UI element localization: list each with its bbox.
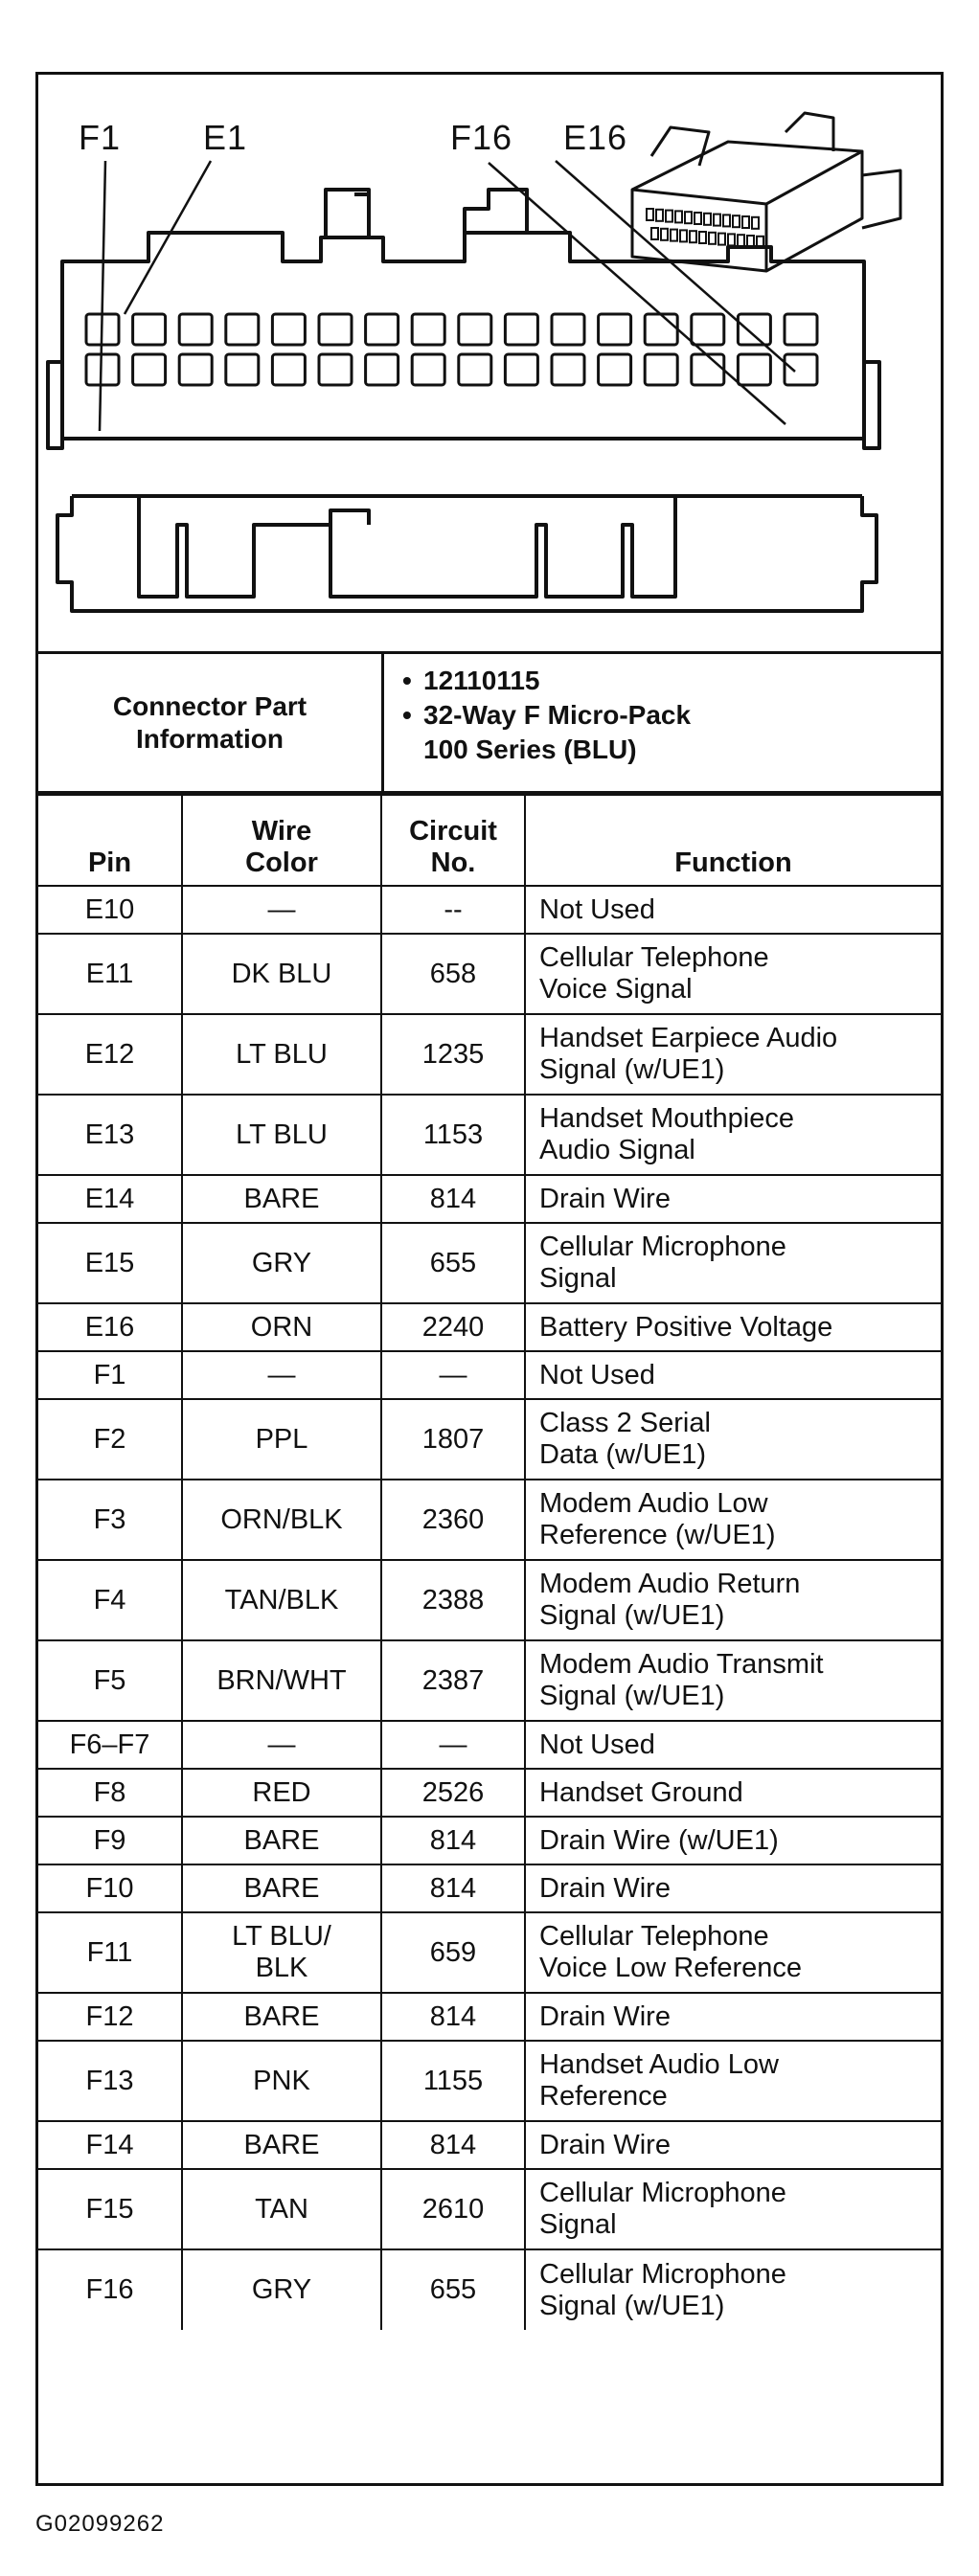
wire-color-cell [182, 1817, 381, 1864]
connector-info-values [402, 664, 691, 767]
table-row [38, 2169, 941, 2249]
pin-cavity [552, 314, 584, 345]
pin-cavity [738, 354, 770, 385]
pin-cell: E15 [38, 1223, 182, 1303]
function-cell-line: Signal [539, 2209, 617, 2240]
sketch-pin [656, 210, 663, 221]
pin-cell: F12 [38, 1993, 182, 2041]
function-cell [525, 1175, 941, 1223]
pinout-table [38, 794, 941, 2330]
header-pin: Pin [38, 795, 182, 886]
function-cell [525, 1912, 941, 1993]
sketch-pin [714, 215, 720, 226]
wire-color-cell-line: DK BLU [231, 958, 332, 989]
function-cell-line: Audio Signal [539, 1135, 695, 1165]
function-cell-line: Handset Earpiece Audio [539, 1023, 838, 1053]
function-cell-line: Cellular Telephone [539, 1921, 769, 1952]
pin-cell: E13 [38, 1095, 182, 1175]
function-cell [525, 1993, 941, 2041]
wire-color-cell [182, 2169, 381, 2249]
pin-cell: F3 [38, 1480, 182, 1560]
sketch-pin [671, 230, 677, 241]
pin-cavity [459, 354, 491, 385]
pin-cavity [738, 314, 770, 345]
pin-cavity [645, 354, 677, 385]
circuit-cell: 814 [381, 2121, 525, 2169]
sketch-pin [661, 229, 668, 240]
pin-cavity [133, 354, 166, 385]
table-row [38, 1175, 941, 1223]
function-cell-line: Voice Signal [539, 974, 693, 1005]
pin-cell: F6–F7 [38, 1721, 182, 1769]
function-cell-line: Not Used [539, 1729, 655, 1760]
wire-color-cell [182, 1769, 381, 1817]
function-cell-line: Drain Wire [539, 2129, 671, 2160]
function-cell-line: Handset Mouthpiece [539, 1103, 794, 1134]
pin-cell: F5 [38, 1640, 182, 1721]
connector-diagram [38, 75, 941, 654]
sketch-pin [685, 212, 692, 223]
circuit-cell: 658 [381, 934, 525, 1014]
table-row [38, 2041, 941, 2121]
table-row [38, 1480, 941, 1560]
pin-cell: E10 [38, 886, 182, 934]
function-cell [525, 2249, 941, 2330]
function-cell [525, 1303, 941, 1351]
function-cell-line: Cellular Microphone [539, 2178, 786, 2208]
function-cell [525, 1640, 941, 1721]
wire-color-cell [182, 934, 381, 1014]
heading-line-1: Connector Part [112, 690, 307, 721]
wire-color-cell-line: GRY [251, 1247, 312, 1278]
table-row [38, 1351, 941, 1399]
wire-color-cell [182, 2121, 381, 2169]
pin-cavity [412, 354, 444, 385]
pin-cavity [599, 314, 631, 345]
wire-color-cell-line: PNK [253, 2065, 310, 2096]
sketch-pin [704, 214, 711, 225]
function-cell-line: Drain Wire [539, 1183, 671, 1214]
table-row [38, 2121, 941, 2169]
pin-cell: F13 [38, 2041, 182, 2121]
sketch-pin [651, 228, 658, 239]
pin-cell: F1 [38, 1351, 182, 1399]
function-cell [525, 1223, 941, 1303]
wire-color-cell [182, 1351, 381, 1399]
wire-color-cell-line: ORN [250, 1311, 313, 1343]
wire-color-cell [182, 1912, 381, 1993]
pin-cell: F4 [38, 1560, 182, 1640]
function-cell-line: Battery Positive Voltage [539, 1311, 833, 1343]
function-cell [525, 1399, 941, 1480]
function-cell [525, 1351, 941, 1399]
pin-cavity [645, 314, 677, 345]
table-row [38, 1817, 941, 1864]
wire-color-cell-line: ORN/BLK [220, 1503, 343, 1535]
bullet: • [402, 666, 412, 695]
pin-cavity [785, 354, 817, 385]
pin-cavity [272, 354, 305, 385]
function-cell [525, 1721, 941, 1769]
table-row [38, 1223, 941, 1303]
wire-color-cell [182, 1993, 381, 2041]
function-cell-line: Reference [539, 2081, 668, 2112]
wire-color-cell-line: BLK [255, 1953, 308, 1983]
function-cell [525, 1095, 941, 1175]
description-line-1: 32-Way F Micro-Pack [423, 700, 692, 730]
part-number: 12110115 [423, 666, 540, 695]
function-cell-line: Data (w/UE1) [539, 1439, 707, 1470]
function-cell-line: Drain Wire (w/UE1) [539, 1824, 779, 1856]
pin-cell: F9 [38, 1817, 182, 1864]
sketch-pin [752, 217, 759, 229]
function-cell [525, 2169, 941, 2249]
pin-cavity [179, 354, 212, 385]
wire-color-cell-line: — [267, 1359, 296, 1390]
pin-cavity [505, 314, 537, 345]
pin-cavity [366, 314, 398, 345]
wire-color-cell [182, 1095, 381, 1175]
circuit-cell: -- [381, 886, 525, 934]
pin-cavity [226, 314, 259, 345]
circuit-cell: 2387 [381, 1640, 525, 1721]
circuit-cell: 814 [381, 1175, 525, 1223]
pin-cell: F2 [38, 1399, 182, 1480]
pin-cell: F11 [38, 1912, 182, 1993]
sketch-pin [728, 234, 735, 245]
circuit-cell: 2388 [381, 1560, 525, 1640]
wire-color-cell [182, 2041, 381, 2121]
pin-cavity [86, 354, 119, 385]
pin-cavity [319, 314, 352, 345]
sketch-pin [690, 231, 696, 242]
pin-cavity [226, 354, 259, 385]
pin-cell: F14 [38, 2121, 182, 2169]
circuit-cell: 814 [381, 1864, 525, 1912]
pin-cell: E16 [38, 1303, 182, 1351]
function-cell [525, 1560, 941, 1640]
function-cell [525, 1014, 941, 1095]
function-cell-line: Modem Audio Return [539, 1569, 801, 1599]
pin-cavity [412, 314, 444, 345]
circuit-cell: — [381, 1351, 525, 1399]
table-row [38, 1303, 941, 1351]
function-cell-line: Signal (w/UE1) [539, 1054, 725, 1085]
table-header-row [38, 795, 941, 886]
sketch-pin [680, 230, 687, 241]
wire-color-cell-line: BARE [243, 2000, 320, 2032]
sketch-pin [675, 211, 682, 222]
function-cell [525, 1817, 941, 1864]
table-row [38, 1864, 941, 1912]
circuit-cell: 655 [381, 1223, 525, 1303]
function-cell [525, 934, 941, 1014]
function-cell-line: Class 2 Serial [539, 1408, 711, 1438]
function-cell-line: Drain Wire [539, 1872, 671, 1904]
heading-line-2: Information [136, 723, 284, 754]
function-cell [525, 886, 941, 934]
pin-cell: E12 [38, 1014, 182, 1095]
wire-color-cell-line: GRY [251, 2274, 312, 2305]
table-row [38, 886, 941, 934]
table-row [38, 1014, 941, 1095]
sketch-pin [742, 216, 749, 228]
pin-cavity [366, 354, 398, 385]
sketch-pin [699, 232, 706, 243]
function-cell-line: Signal (w/UE1) [539, 1600, 725, 1631]
wire-color-cell-line: LT BLU [236, 1119, 328, 1150]
table-row [38, 1095, 941, 1175]
table-row [38, 1721, 941, 1769]
wire-color-cell-line: PPL [255, 1423, 308, 1455]
circuit-cell: 1153 [381, 1095, 525, 1175]
bullet: • [402, 700, 412, 730]
circuit-cell: 814 [381, 1993, 525, 2041]
sketch-pin [733, 215, 740, 227]
sketch-pin [718, 234, 725, 245]
table-row [38, 1769, 941, 1817]
description-line-2: 100 Series (BLU) [423, 734, 637, 764]
pin-cavity [785, 314, 817, 345]
header-circuit-no: Circuit No. [381, 795, 525, 886]
function-cell [525, 1769, 941, 1817]
table-row [38, 1640, 941, 1721]
wire-color-cell-line: BARE [243, 1824, 320, 1856]
wire-color-cell [182, 1303, 381, 1351]
pin-cavity [272, 314, 305, 345]
sketch-pin [738, 235, 744, 246]
function-cell-line: Drain Wire [539, 2000, 671, 2032]
pin-cavity [459, 314, 491, 345]
sketch-pin [709, 233, 716, 244]
wire-color-cell-line: — [267, 893, 296, 925]
label-f16: F16 [450, 118, 513, 157]
wire-color-cell-line: RED [252, 1776, 311, 1808]
function-cell-line: Signal (w/UE1) [539, 1681, 725, 1711]
function-cell-line: Signal (w/UE1) [539, 2290, 725, 2321]
wire-color-cell-line: TAN [255, 2193, 308, 2225]
pin-cell: F15 [38, 2169, 182, 2249]
pin-cavity [505, 354, 537, 385]
function-cell-line: Cellular Microphone [539, 1232, 786, 1262]
function-cell [525, 2041, 941, 2121]
pin-cavity [692, 314, 724, 345]
circuit-cell: 1807 [381, 1399, 525, 1480]
wire-color-cell [182, 1399, 381, 1480]
connector-info-heading [38, 654, 384, 791]
table-row [38, 1560, 941, 1640]
wire-color-cell-line: LT BLU [236, 1038, 328, 1070]
wire-color-cell [182, 1175, 381, 1223]
function-cell-line: Cellular Telephone [539, 942, 769, 973]
function-cell-line: Voice Low Reference [539, 1953, 803, 1983]
wire-color-cell-line: BARE [243, 2129, 320, 2160]
pin-cell: F16 [38, 2249, 182, 2330]
wire-color-cell-line: BARE [243, 1872, 320, 1904]
label-f1: F1 [79, 118, 122, 157]
figure-id: G02099262 [35, 2511, 165, 2537]
sketch-pin [666, 211, 672, 222]
sketch-pin [647, 209, 653, 220]
circuit-cell: 655 [381, 2249, 525, 2330]
circuit-cell: — [381, 1721, 525, 1769]
circuit-cell: 2240 [381, 1303, 525, 1351]
pin-cavity [552, 354, 584, 385]
function-cell-line: Modem Audio Transmit [539, 1649, 824, 1680]
pin-cell: F10 [38, 1864, 182, 1912]
connector-sheet [35, 72, 944, 2486]
wire-color-cell [182, 1223, 381, 1303]
pin-cavity [133, 314, 166, 345]
wire-color-cell [182, 1480, 381, 1560]
function-cell-line: Not Used [539, 1359, 655, 1390]
wire-color-cell-line: — [267, 1729, 296, 1760]
circuit-cell: 2360 [381, 1480, 525, 1560]
wire-color-cell [182, 1014, 381, 1095]
pin-cavity [599, 354, 631, 385]
function-cell-line: Signal [539, 1263, 617, 1294]
table-row [38, 934, 941, 1014]
pin-cavity [692, 354, 724, 385]
table-row [38, 2249, 941, 2330]
circuit-cell: 814 [381, 1817, 525, 1864]
wire-color-cell [182, 1560, 381, 1640]
function-cell [525, 1480, 941, 1560]
header-function: Function [525, 795, 941, 886]
header-wire-color: Wire Color [182, 795, 381, 886]
function-cell-line: Modem Audio Low [539, 1488, 768, 1519]
function-cell-line: Reference (w/UE1) [539, 1520, 776, 1550]
connector-part-information [38, 654, 941, 794]
circuit-cell: 659 [381, 1912, 525, 1993]
function-cell [525, 2121, 941, 2169]
table-row [38, 1399, 941, 1480]
circuit-cell: 2610 [381, 2169, 525, 2249]
wire-color-cell-line: BRN/WHT [216, 1664, 347, 1696]
sketch-pin [694, 213, 701, 224]
wire-color-cell [182, 2249, 381, 2330]
table-row [38, 1912, 941, 1993]
function-cell-line: Not Used [539, 893, 655, 925]
pin-cavity [179, 314, 212, 345]
circuit-cell: 2526 [381, 1769, 525, 1817]
pin-cell: F8 [38, 1769, 182, 1817]
function-cell [525, 1864, 941, 1912]
circuit-cell: 1155 [381, 2041, 525, 2121]
label-e1: E1 [203, 118, 248, 157]
pin-cell: E11 [38, 934, 182, 1014]
pin-cell: E14 [38, 1175, 182, 1223]
wire-color-cell-line: LT BLU/ [232, 1921, 331, 1952]
function-cell-line: Cellular Microphone [539, 2258, 786, 2290]
function-cell-line: Handset Audio Low [539, 2049, 779, 2080]
wire-color-cell-line: TAN/BLK [224, 1584, 339, 1616]
function-cell-line: Handset Ground [539, 1776, 743, 1808]
wire-color-cell [182, 1640, 381, 1721]
sketch-pin [723, 215, 730, 226]
label-e16: E16 [563, 118, 628, 157]
circuit-cell: 1235 [381, 1014, 525, 1095]
wire-color-cell-line: BARE [243, 1183, 320, 1214]
connector-face-drawing [38, 75, 941, 651]
wire-color-cell [182, 1721, 381, 1769]
table-row [38, 1993, 941, 2041]
wire-color-cell [182, 1864, 381, 1912]
wire-color-cell [182, 886, 381, 934]
pin-cavity [319, 354, 352, 385]
